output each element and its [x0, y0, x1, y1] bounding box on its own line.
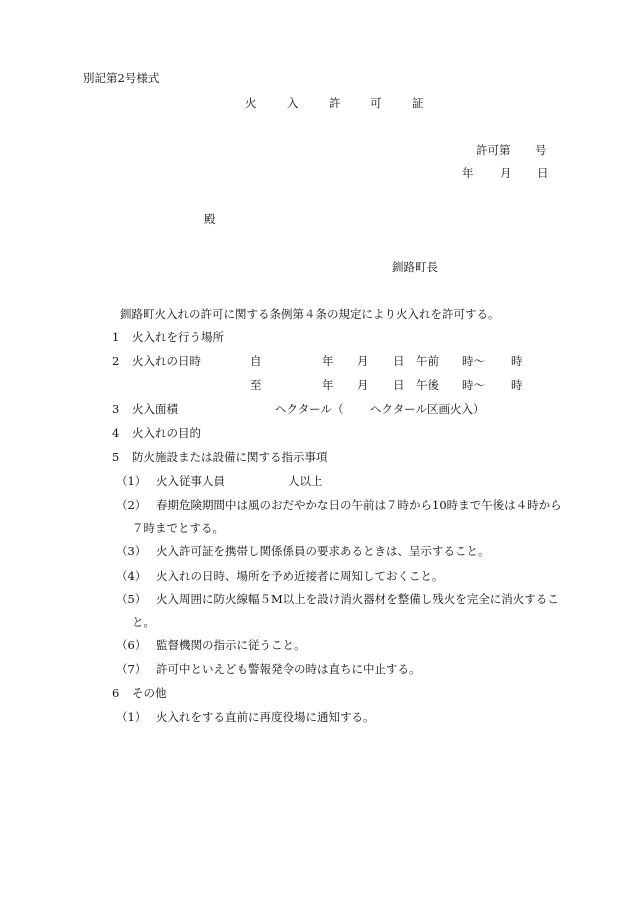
datetime-to-hour-end: 時	[511, 378, 523, 392]
item-number: （1）	[116, 474, 147, 488]
permit-number-prefix: 許可第	[476, 143, 511, 157]
datetime-from-hour-start: 時〜	[462, 354, 485, 368]
date-month: 月	[500, 166, 512, 180]
datetime-from-month: 月	[357, 354, 369, 368]
item-text: 火入許可証を携帯し関係係員の要求あるときは、呈示すること。	[156, 544, 490, 558]
item-text: 監督機関の指示に従うこと。	[156, 638, 306, 652]
datetime-from-year: 年	[322, 354, 334, 368]
title-char: 入	[287, 96, 299, 110]
section-label: 火入れを行う場所	[132, 330, 224, 344]
document-title	[0, 98, 630, 112]
section-label: 火入れの目的	[132, 426, 201, 440]
item-number: （6）	[116, 638, 147, 652]
datetime-from-hour-end: 時	[511, 354, 523, 368]
item-number: （3）	[116, 544, 147, 558]
item-text: 火入れをする直前に再度役場に通知する。	[156, 710, 375, 724]
addressee-suffix: 殿	[204, 212, 216, 226]
area-unit-block: ヘクタール区画火入）	[370, 402, 485, 416]
item-number: （1）	[116, 710, 147, 724]
intro-text: 釧路町火入れの許可に関する条例第４条の規定により火入れを許可する。	[120, 307, 500, 321]
item-text-continued: ７時までとする。	[132, 521, 224, 535]
datetime-from-day: 日	[393, 354, 405, 368]
item-number: （2）	[116, 498, 147, 512]
issuer-name: 釧路町長	[392, 260, 438, 274]
datetime-from-mark: 自	[250, 354, 262, 368]
item-extra: 人以上	[288, 474, 323, 488]
title-char: 火	[245, 96, 257, 110]
item-number: （4）	[116, 569, 147, 583]
section-label: その他	[132, 686, 167, 700]
item-number: （7）	[116, 662, 147, 676]
item-text: 火入周囲に防火線幅５M以上を設け消火器材を整備し残火を完全に消火するこ	[156, 592, 559, 606]
form-label: 別記第2号様式	[83, 71, 160, 85]
section-number: 6	[112, 686, 120, 700]
datetime-to-ampm: 午後	[416, 378, 439, 392]
section-number: 2	[112, 354, 120, 368]
item-text: 火入れの日時、場所を予め近接者に周知しておくこと。	[156, 569, 444, 583]
date-year: 年	[462, 166, 474, 180]
item-number: （5）	[116, 592, 147, 606]
title-char: 可	[370, 96, 382, 110]
section-number: 5	[112, 450, 120, 464]
datetime-to-hour-start: 時〜	[462, 378, 485, 392]
section-label: 火入面積	[132, 402, 178, 416]
section-number: 4	[112, 426, 120, 440]
section-number: 3	[112, 402, 120, 416]
title-char: 許	[329, 96, 341, 110]
datetime-to-mark: 至	[250, 378, 262, 392]
datetime-from-ampm: 午前	[416, 354, 439, 368]
datetime-to-day: 日	[393, 378, 405, 392]
item-text-continued: と。	[132, 615, 155, 629]
item-text: 許可中といえども警報発令の時は直ちに中止する。	[156, 662, 421, 676]
section-label: 火入れの日時	[132, 354, 201, 368]
title-char: 証	[412, 96, 424, 110]
item-text: 火入従事人員	[156, 474, 225, 488]
area-unit: ヘクタール（	[275, 402, 344, 416]
datetime-to-month: 月	[357, 378, 369, 392]
permit-number-suffix: 号	[535, 143, 547, 157]
section-label: 防火施設または設備に関する指示事項	[132, 450, 328, 464]
datetime-to-year: 年	[322, 378, 334, 392]
item-text: 春期危険期間中は風のおだやかな日の午前は７時から10時まで午後は４時から	[156, 498, 562, 512]
section-number: 1	[112, 330, 120, 344]
date-day: 日	[537, 166, 549, 180]
